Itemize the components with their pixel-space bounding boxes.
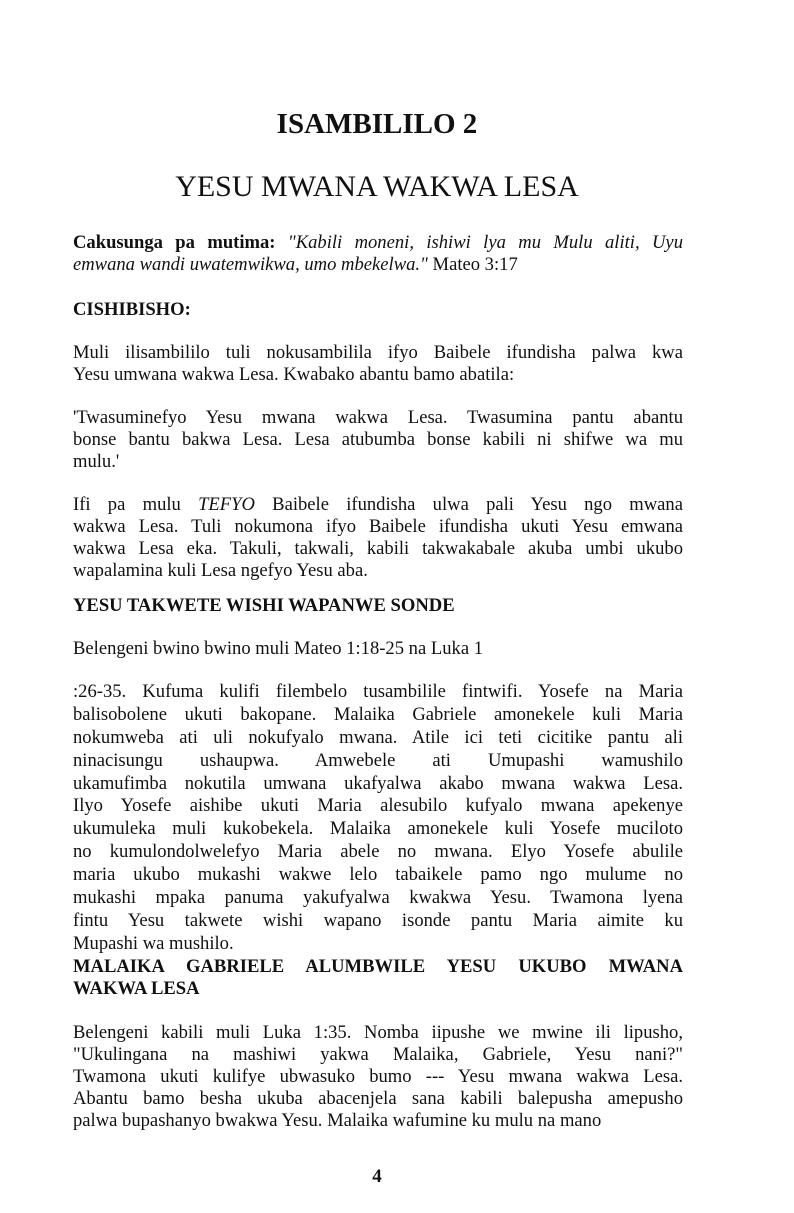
text-line: Mupashi wa mushilo. [73, 932, 234, 954]
text-line: Yesu umwana wakwa Lesa. Kwabako abantu bamo abatila: [73, 364, 515, 385]
text-line: Belengeni kabili muli Luka 1:35. Nomba iipushe we mwine ili lipusho, [73, 1022, 683, 1043]
text-line: ninacisungu ushaupwa. Amwebele ati Umupashi wamushilo [73, 749, 683, 771]
text-line: :26-35. Kufuma kulifi filembelo tusambilile fintwifi. Yosefe na Maria [73, 681, 683, 702]
text-line: 'Twasuminefyo Yesu mwana wakwa Lesa. Twasumina pantu abantu [73, 407, 683, 428]
text-line: Ifi pa mulu TEFYO Baibele ifundisha ulwa pali Yesu ngo mwana [73, 494, 683, 515]
text-line: maria ukubo mukashi wakwe lelo tabaikele pamo ngo mulume no [73, 864, 683, 886]
text-line: wakwa Lesa. Tuli nokumona ifyo Baibele ifundisha ukuti Yesu emwana [73, 516, 683, 537]
text-line: no kumulondolwelefyo Maria abele no mwana. Elyo Yosefe abulile [73, 841, 683, 863]
section-heading [73, 956, 683, 1000]
section-heading [73, 595, 683, 617]
text-line: "Ukulingana na mashiwi yakwa Malaika, Gabriele, Yesu nani?" [73, 1044, 683, 1065]
text-line: MALAIKA GABRIELE ALUMBWILE YESU UKUBO MWANA [73, 956, 683, 977]
paragraph [73, 342, 683, 386]
text-line: Muli ilisambililo tuli nokusambilila ifyo Baibele ifundisha palwa kwa [73, 342, 683, 363]
text-line: mukashi mpaka panuma yakufyalwa kwakwa Yesu. Twamona lyena [73, 887, 683, 909]
paragraph [73, 494, 683, 582]
paragraph [73, 407, 683, 473]
page-number: 4 [372, 1166, 382, 1187]
text-line: WAKWA LESA [73, 978, 200, 999]
text-line: bonse bantu bakwa Lesa. Lesa atubumba bonse kabili ni shifwe wa mu [73, 429, 683, 450]
intro-heading [73, 299, 683, 321]
lesson-title: YESU MWANA WAKWA LESA [175, 170, 579, 203]
memory-verse [73, 232, 683, 276]
text-line: wapalamina kuli Lesa ngefyo Yesu aba. [73, 560, 368, 581]
memory-verse-quote-2: emwana wandi uwatemwikwa, umo mbekelwa." [73, 254, 428, 275]
text-line: wakwa Lesa eka. Takuli, takwali, kabili takwakabale akuba umbi ukubo [73, 538, 683, 559]
text-line: mulu.' [73, 451, 120, 472]
text-line: Twamona ukuti kulifye ubwasuko bumo --- Yesu mwana wakwa Lesa. [73, 1066, 683, 1087]
text-line: ukamufimba nokutila umwana ukafyalwa akabo mwana wakwa Lesa. [73, 772, 683, 794]
text-line: Abantu bamo besha ukuba abacenjela sana kabili balepusha amepusho [73, 1088, 683, 1109]
text-line: Belengeni bwino bwino muli Mateo 1:18-25 na Luka 1 [73, 638, 484, 659]
memory-verse-reference: Mateo 3:17 [432, 254, 518, 275]
chapter-title: ISAMBILILO 2 [276, 108, 478, 140]
memory-verse-quote-1: "Kabili moneni, ishiwi lya mu Mulu aliti, Uyu [287, 232, 683, 253]
paragraph [73, 681, 683, 956]
memory-verse-label: Cakusunga pa mutima: [73, 232, 276, 253]
text-line: fintu Yesu takwete wishi wapano isonde pantu Maria aimite ku [73, 909, 683, 931]
text-line: Ilyo Yosefe aishibe ukuti Maria alesubilo kufyalo mwana apekenye [73, 795, 683, 817]
intro-heading-text: CISHIBISHO: [73, 299, 191, 320]
text-line: balisobolene ukuti bakopane. Malaika Gabriele amonekele kuli Maria [73, 703, 683, 725]
text-line: YESU TAKWETE WISHI WAPANWE SONDE [73, 595, 455, 616]
text-line: nokumweba ati uli nokufyalo mwana. Atile ici teti cicitike pantu ali [73, 726, 683, 748]
paragraph [73, 1022, 683, 1132]
text-line: palwa bupashanyo bwakwa Yesu. Malaika wafumine ku mulu na mano [73, 1110, 602, 1131]
text-line: ukumuleka muli kukobekela. Malaika amonekele kuli Yosefe muciloto [73, 818, 683, 840]
paragraph [73, 638, 683, 660]
